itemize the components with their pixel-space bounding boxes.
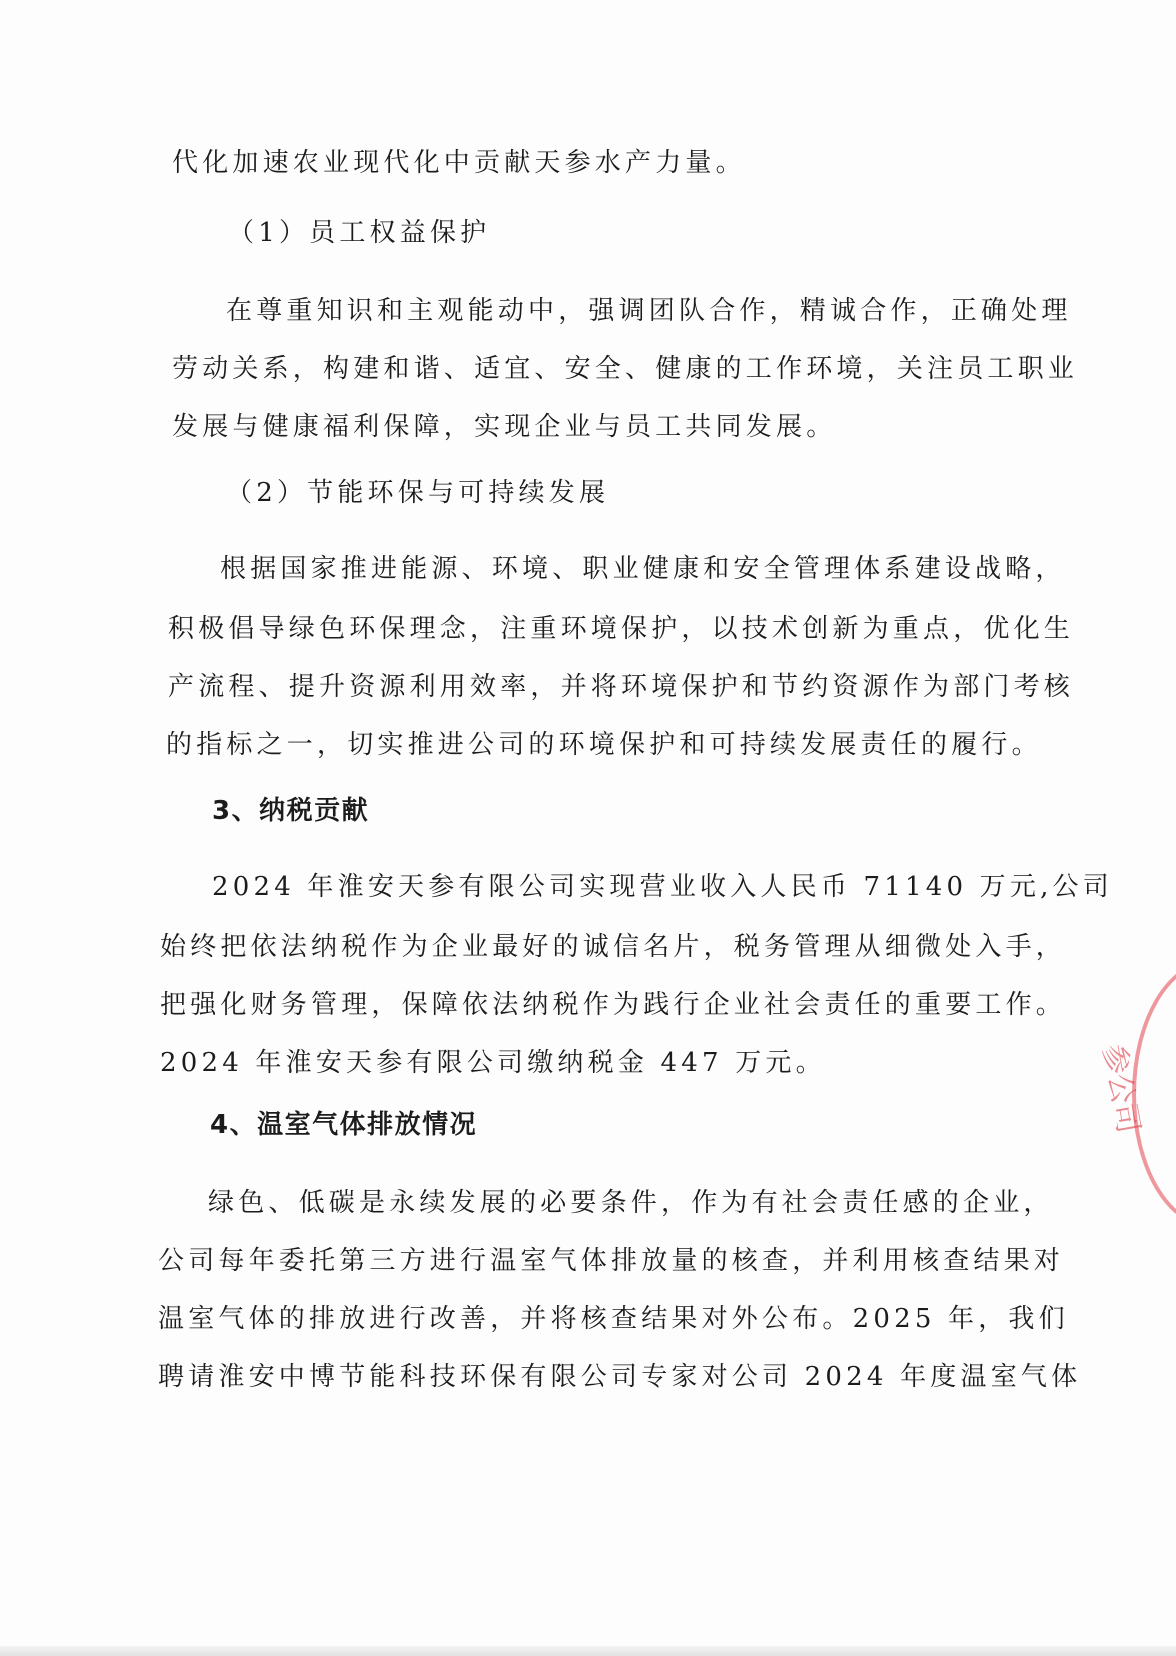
paragraph-line: 发展与健康福利保障，实现企业与员工共同发展。 xyxy=(172,412,837,442)
paragraph-line: 产流程、提升资源利用效率，并将环境保护和节约资源作为部门考核 xyxy=(168,672,1075,702)
paragraph-line: 代化加速农业现代化中贡献天参水产力量。 xyxy=(172,148,746,178)
section-heading-tax: 3、纳税贡献 xyxy=(212,796,370,826)
paragraph-line: 聘请淮安中博节能科技环保有限公司专家对公司 2024 年度温室气体 xyxy=(158,1362,1082,1392)
paragraph-line: 在尊重知识和主观能动中，强调团队合作，精诚合作，正确处理 xyxy=(226,296,1072,326)
paragraph-line: 把强化财务管理，保障依法纳税作为践行企业社会责任的重要工作。 xyxy=(160,990,1067,1020)
paragraph-line: 积极倡导绿色环保理念，注重环境保护，以技术创新为重点，优化生 xyxy=(168,614,1075,644)
paragraph-line: 绿色、低碳是永续发展的必要条件，作为有社会责任感的企业， xyxy=(208,1188,1054,1218)
paragraph-line: 始终把依法纳税作为企业最好的诚信名片，税务管理从细微处入手， xyxy=(160,932,1067,962)
paragraph-line: 根据国家推进能源、环境、职业健康和安全管理体系建设战略， xyxy=(220,554,1066,584)
paragraph-line: 温室气体的排放进行改善，并将核查结果对外公布。2025 年，我们 xyxy=(158,1304,1069,1334)
paragraph-line: 2024 年淮安天参有限公司实现营业收入人民币 71140 万元,公司 xyxy=(212,872,1113,902)
scan-bottom-edge xyxy=(0,1646,1176,1656)
company-seal-text: 参公司 xyxy=(1095,1041,1146,1137)
paragraph-line: 2024 年淮安天参有限公司缴纳税金 447 万元。 xyxy=(160,1048,826,1078)
subheading-energy-saving: （2）节能环保与可持续发展 xyxy=(226,478,610,508)
paragraph-line: 劳动关系，构建和谐、适宜、安全、健康的工作环境，关注员工职业 xyxy=(172,354,1079,384)
paragraph-line: 的指标之一，切实推进公司的环境保护和可持续发展责任的履行。 xyxy=(166,730,1042,760)
paragraph-line: 公司每年委托第三方进行温室气体排放量的核查，并利用核查结果对 xyxy=(158,1246,1065,1276)
subheading-employee-rights: （1）员工权益保护 xyxy=(228,218,491,248)
section-heading-greenhouse: 4、温室气体排放情况 xyxy=(210,1110,478,1140)
